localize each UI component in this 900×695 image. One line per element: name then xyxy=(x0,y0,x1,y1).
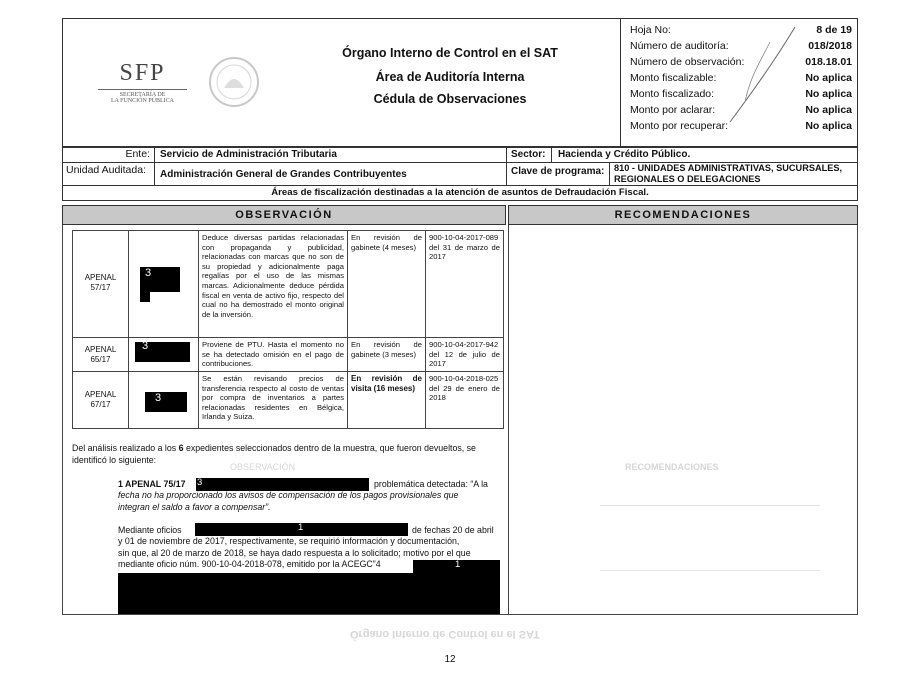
right-border xyxy=(857,225,858,615)
header-title-3: Cédula de Observaciones xyxy=(373,92,527,106)
bleed-through-line xyxy=(600,570,820,571)
divider xyxy=(506,162,507,186)
info-label: Hoja No: xyxy=(630,24,671,36)
table-cell-status: En revisión de gabinete (3 meses) xyxy=(347,337,426,372)
paragraph-2-line4: mediante oficio núm. 900-10-04-2018-078, emitido por la ACEGC”4 xyxy=(118,559,381,569)
unidad-value: Administración General de Grandes Contribuyentes xyxy=(160,169,407,180)
bleed-through-text: Órgano Interno de Control en el SAT xyxy=(350,628,540,640)
info-value: 8 de 19 xyxy=(816,24,852,36)
paragraph-2-line3: sin que, al 20 de marzo de 2018, se haya dado respuesta a lo solicitado; motivo por el que xyxy=(118,547,471,558)
clave-label: Clave de programa: xyxy=(511,166,605,177)
paragraph-intro xyxy=(72,443,502,466)
row-id-line1: APENAL xyxy=(84,273,117,282)
table-cell-oficio: 900-10-04-2018-025 del 29 de enero de 2018 xyxy=(425,371,504,429)
divider xyxy=(154,146,155,163)
item-heading: 1 APENAL 75/17 xyxy=(118,479,186,489)
info-value: 018.18.01 xyxy=(805,56,852,68)
redaction-number: 1 xyxy=(298,522,304,533)
info-label: Monto fiscalizado: xyxy=(630,88,715,100)
row-id-line2: 57/17 xyxy=(90,283,111,292)
info-value: No aplica xyxy=(805,120,852,132)
paragraph-intro-d: identificó lo siguiente: xyxy=(72,454,157,465)
areas-text: Áreas de fiscalización destinadas a la atención de asuntos de Defraudación Fiscal. xyxy=(271,187,649,198)
bleed-through-text: RECOMENDACIONES xyxy=(625,462,719,472)
paragraph-2-dates: de fechas 20 de abril xyxy=(412,525,494,535)
table-cell-status: En revisión de gabinete (4 meses) xyxy=(347,230,426,338)
redaction-block xyxy=(140,292,150,302)
paragraph-2-start: Mediante oficios xyxy=(118,525,182,535)
row-id-line2: 67/17 xyxy=(90,400,111,409)
paragraph-intro-count: 6 xyxy=(178,443,184,453)
paragraph-2-line2: y 01 de noviembre de 2017, respectivamente, se requirió información y documentación, xyxy=(118,536,460,546)
header-title-1: Órgano Interno de Control en el SAT xyxy=(342,46,558,60)
table-cell-id xyxy=(72,230,129,338)
bleed-through-line xyxy=(600,505,820,506)
info-label: Monto fiscalizable: xyxy=(630,72,717,84)
table-cell-status: En revisión de visita (16 meses) xyxy=(347,371,426,429)
bleed-through-text: OBSERVACIÓN xyxy=(230,462,296,472)
divider xyxy=(609,162,610,186)
info-value: No aplica xyxy=(805,88,852,100)
coat-of-arms-seal xyxy=(208,56,260,108)
ente-value: Servicio de Administración Tributaria xyxy=(160,149,337,160)
section-header-recomendaciones: RECOMENDACIONES xyxy=(508,205,858,225)
header-divider xyxy=(620,18,621,148)
table-cell-description: Se están revisando precios de transferencia respecto al costo de ventas por compra de inventarios a partes relacionadas residentes en Bélgica, Irlanda y Suiza. xyxy=(198,371,348,429)
header-title-2: Área de Auditoría Interna xyxy=(375,70,525,84)
section-header-observacion: OBSERVACIÓN xyxy=(62,205,506,225)
divider xyxy=(551,146,552,163)
info-value: No aplica xyxy=(805,104,852,116)
redaction-number: 3 xyxy=(197,477,203,488)
handwritten-signature xyxy=(700,22,810,132)
paragraph-intro-c: expedientes seleccionados dentro de la muestra, que fueron devueltos, se xyxy=(183,443,476,453)
sector-label: Sector: xyxy=(511,149,546,160)
info-value: 018/2018 xyxy=(808,40,852,52)
item-quote xyxy=(118,490,458,513)
item-after-text: problemática detectada: “A la xyxy=(374,479,488,489)
redaction-block-large xyxy=(118,573,500,615)
table-cell-id xyxy=(72,371,129,429)
redaction-number: 3 xyxy=(145,267,152,279)
info-value: No aplica xyxy=(805,72,852,84)
row-id-line2: 65/17 xyxy=(90,355,111,364)
unidad-label: Unidad Auditada: xyxy=(66,164,146,176)
clave-value xyxy=(614,163,842,184)
sfp-logo-line1: SECRETARÍA DE xyxy=(119,92,166,98)
item-quote-line1: fecha no ha proporcionado los avisos de compensación de los pagos provisionales que xyxy=(118,490,459,500)
sector-value: Hacienda y Crédito Público. xyxy=(558,149,691,160)
info-label: Monto por aclarar: xyxy=(630,104,716,116)
redaction-number: 3 xyxy=(142,340,149,352)
row-id-line1: APENAL xyxy=(84,390,117,399)
info-label: Número de auditoría: xyxy=(630,40,729,52)
clave-value-line2: REGIONALES O DELEGACIONES xyxy=(614,173,761,184)
clave-value-line1: 810 - UNIDADES ADMINISTRATIVAS, SUCURSALES, xyxy=(614,163,843,173)
info-label: Monto por recuperar: xyxy=(630,120,729,132)
page-number: 12 xyxy=(444,654,456,665)
table-cell-id xyxy=(72,337,129,372)
divider xyxy=(506,146,507,163)
table-cell-oficio: 900-10-04-2017-089 del 31 de marzo de 2017 xyxy=(425,230,504,338)
paragraph-intro-a: Del análisis realizado a los xyxy=(72,443,179,453)
info-label: Número de observación: xyxy=(630,56,745,68)
sfp-logo-text: SFP xyxy=(119,60,166,86)
divider xyxy=(154,162,155,186)
sfp-logo-line2: LA FUNCIÓN PÚBLICA xyxy=(110,98,174,104)
item-quote-line2: integran el saldo a favor a compensar”. xyxy=(118,501,271,512)
redaction-number: 1 xyxy=(455,559,461,570)
redaction-block xyxy=(145,392,187,412)
ente-label: Ente: xyxy=(125,148,150,160)
table-cell-description: Proviene de PTU. Hasta el momento no se ha detectado omisión en el pago de contribuciones. xyxy=(198,337,348,372)
table-cell-oficio: 900-10-04-2017-942 del 12 de julio de 2017 xyxy=(425,337,504,372)
table-cell-description: Deduce diversas partidas relacionadas con propaganda y publicidad, relacionadas con marcas que no son de su propiedad y adicionalmente paga regalías por el uso de las mismas marcas. Adicionalmente deduce pérdida fiscal en venta de activo fijo, respecto del cual no ha demostrado el monto original de la inversión. xyxy=(198,230,348,338)
redaction-number: 3 xyxy=(155,392,162,404)
center-border xyxy=(508,225,509,615)
row-id-line1: APENAL xyxy=(84,345,117,354)
bottom-border xyxy=(62,614,858,615)
left-border xyxy=(62,225,63,615)
sfp-logo xyxy=(90,60,195,104)
